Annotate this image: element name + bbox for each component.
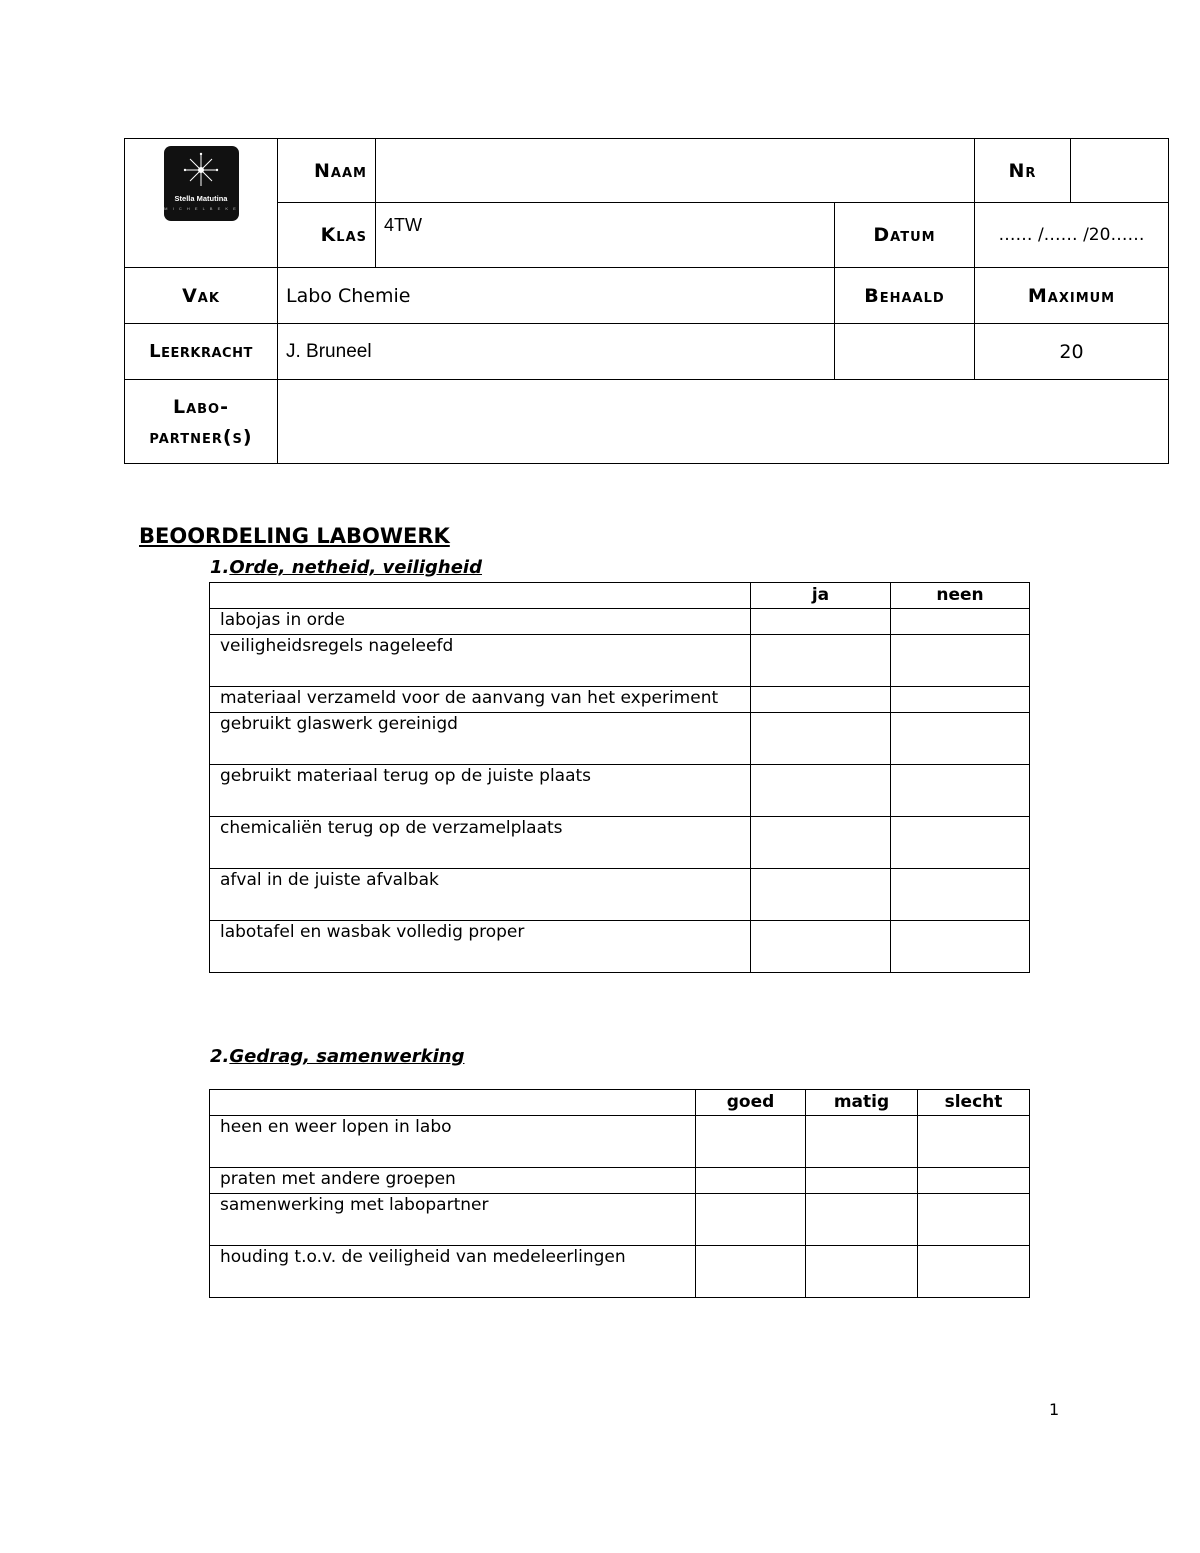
vak-label: Vak: [125, 268, 278, 324]
behaald-field[interactable]: [835, 324, 975, 380]
check-cell-goed[interactable]: [696, 1116, 806, 1168]
vak-value: Labo Chemie: [278, 268, 835, 324]
check-cell-ja[interactable]: [751, 713, 891, 765]
criterion-label: labotafel en wasbak volledig proper: [210, 921, 751, 973]
naam-field[interactable]: [376, 139, 975, 203]
check-cell-neen[interactable]: [891, 869, 1030, 921]
check-cell-matig[interactable]: [806, 1246, 918, 1298]
table-row: [210, 1194, 1030, 1246]
column-header-goed: goed: [696, 1090, 806, 1116]
column-header-ja: ja: [751, 583, 891, 609]
section2-title: [210, 1046, 464, 1067]
table-row: [210, 1168, 1030, 1194]
check-cell-neen[interactable]: [891, 765, 1030, 817]
maximum-value: 20: [975, 324, 1169, 380]
school-logo: [164, 146, 239, 221]
datum-value[interactable]: …… /…… /20……: [975, 203, 1169, 268]
naam-label: Naam: [278, 139, 376, 203]
section2-number: 2.: [210, 1046, 230, 1067]
check-cell-slecht[interactable]: [918, 1246, 1030, 1298]
check-cell-ja[interactable]: [751, 869, 891, 921]
labopartner-label-line2: partner(s): [149, 425, 253, 448]
check-cell-goed[interactable]: [696, 1246, 806, 1298]
criterion-label: praten met andere groepen: [210, 1168, 696, 1194]
table-row: [210, 869, 1030, 921]
check-cell-neen[interactable]: [891, 609, 1030, 635]
section1-title: [210, 557, 482, 578]
check-cell-slecht[interactable]: [918, 1116, 1030, 1168]
table-header-empty: [210, 583, 751, 609]
criterion-label: afval in de juiste afvalbak: [210, 869, 751, 921]
behaald-label: Behaald: [835, 268, 975, 324]
criterion-label: gebruikt glaswerk gereinigd: [210, 713, 751, 765]
check-cell-ja[interactable]: [751, 921, 891, 973]
check-cell-slecht[interactable]: [918, 1194, 1030, 1246]
table-row: [210, 1116, 1030, 1168]
check-cell-neen[interactable]: [891, 687, 1030, 713]
page-number: 1: [1049, 1400, 1060, 1419]
section2-title-text: Gedrag, samenwerking: [229, 1046, 465, 1067]
nr-field[interactable]: [1071, 139, 1169, 203]
table-row: [210, 609, 1030, 635]
datum-label: Datum: [835, 203, 975, 268]
check-cell-ja[interactable]: [751, 765, 891, 817]
criterion-label: labojas in orde: [210, 609, 751, 635]
check-cell-matig[interactable]: [806, 1116, 918, 1168]
check-cell-neen[interactable]: [891, 635, 1030, 687]
leerkracht-value: J. Bruneel: [278, 324, 835, 380]
criterion-label: veiligheidsregels nageleefd: [210, 635, 751, 687]
klas-value[interactable]: 4TW: [376, 203, 835, 268]
check-cell-slecht[interactable]: [918, 1168, 1030, 1194]
column-header-matig: matig: [806, 1090, 918, 1116]
criterion-label: houding t.o.v. de veiligheid van medeleerlingen: [210, 1246, 696, 1298]
column-header-neen: neen: [891, 583, 1030, 609]
table-row: [210, 687, 1030, 713]
check-cell-goed[interactable]: [696, 1194, 806, 1246]
logo-text: Stella Matutina: [174, 194, 228, 203]
labopartner-label-line1: Labo-: [172, 395, 229, 418]
logo-cell: [125, 139, 278, 268]
column-header-slecht: slecht: [918, 1090, 1030, 1116]
table-header-empty: [210, 1090, 696, 1116]
section1-number: 1.: [210, 557, 230, 578]
check-cell-ja[interactable]: [751, 609, 891, 635]
table-row: [210, 765, 1030, 817]
check-cell-ja[interactable]: [751, 687, 891, 713]
table-row: [210, 713, 1030, 765]
section2-table: [209, 1089, 1030, 1298]
check-cell-neen[interactable]: [891, 921, 1030, 973]
criterion-label: chemicaliën terug op de verzamelplaats: [210, 817, 751, 869]
criterion-label: samenwerking met labopartner: [210, 1194, 696, 1246]
nr-label: Nr: [975, 139, 1071, 203]
check-cell-matig[interactable]: [806, 1194, 918, 1246]
table-row: [210, 635, 1030, 687]
check-cell-ja[interactable]: [751, 817, 891, 869]
table-row: [210, 817, 1030, 869]
section1-title-text: Orde, netheid, veiligheid: [229, 557, 482, 578]
leerkracht-label: Leerkracht: [125, 324, 278, 380]
main-title: BEOORDELING LABOWERK: [139, 524, 450, 548]
check-cell-neen[interactable]: [891, 817, 1030, 869]
labopartner-field[interactable]: [278, 380, 1169, 464]
section1-table: [209, 582, 1030, 973]
check-cell-matig[interactable]: [806, 1168, 918, 1194]
labopartner-label: [125, 380, 278, 464]
check-cell-neen[interactable]: [891, 713, 1030, 765]
maximum-label: Maximum: [975, 268, 1169, 324]
criterion-label: gebruikt materiaal terug op de juiste plaats: [210, 765, 751, 817]
table-row: [210, 1246, 1030, 1298]
check-cell-goed[interactable]: [696, 1168, 806, 1194]
table-row: [210, 921, 1030, 973]
logo-subtext: M I C H E L B E K E: [164, 206, 238, 211]
klas-label: Klas: [278, 203, 376, 268]
header-table: [124, 138, 1169, 464]
check-cell-ja[interactable]: [751, 635, 891, 687]
criterion-label: heen en weer lopen in labo: [210, 1116, 696, 1168]
criterion-label: materiaal verzameld voor de aanvang van het experiment: [210, 687, 751, 713]
